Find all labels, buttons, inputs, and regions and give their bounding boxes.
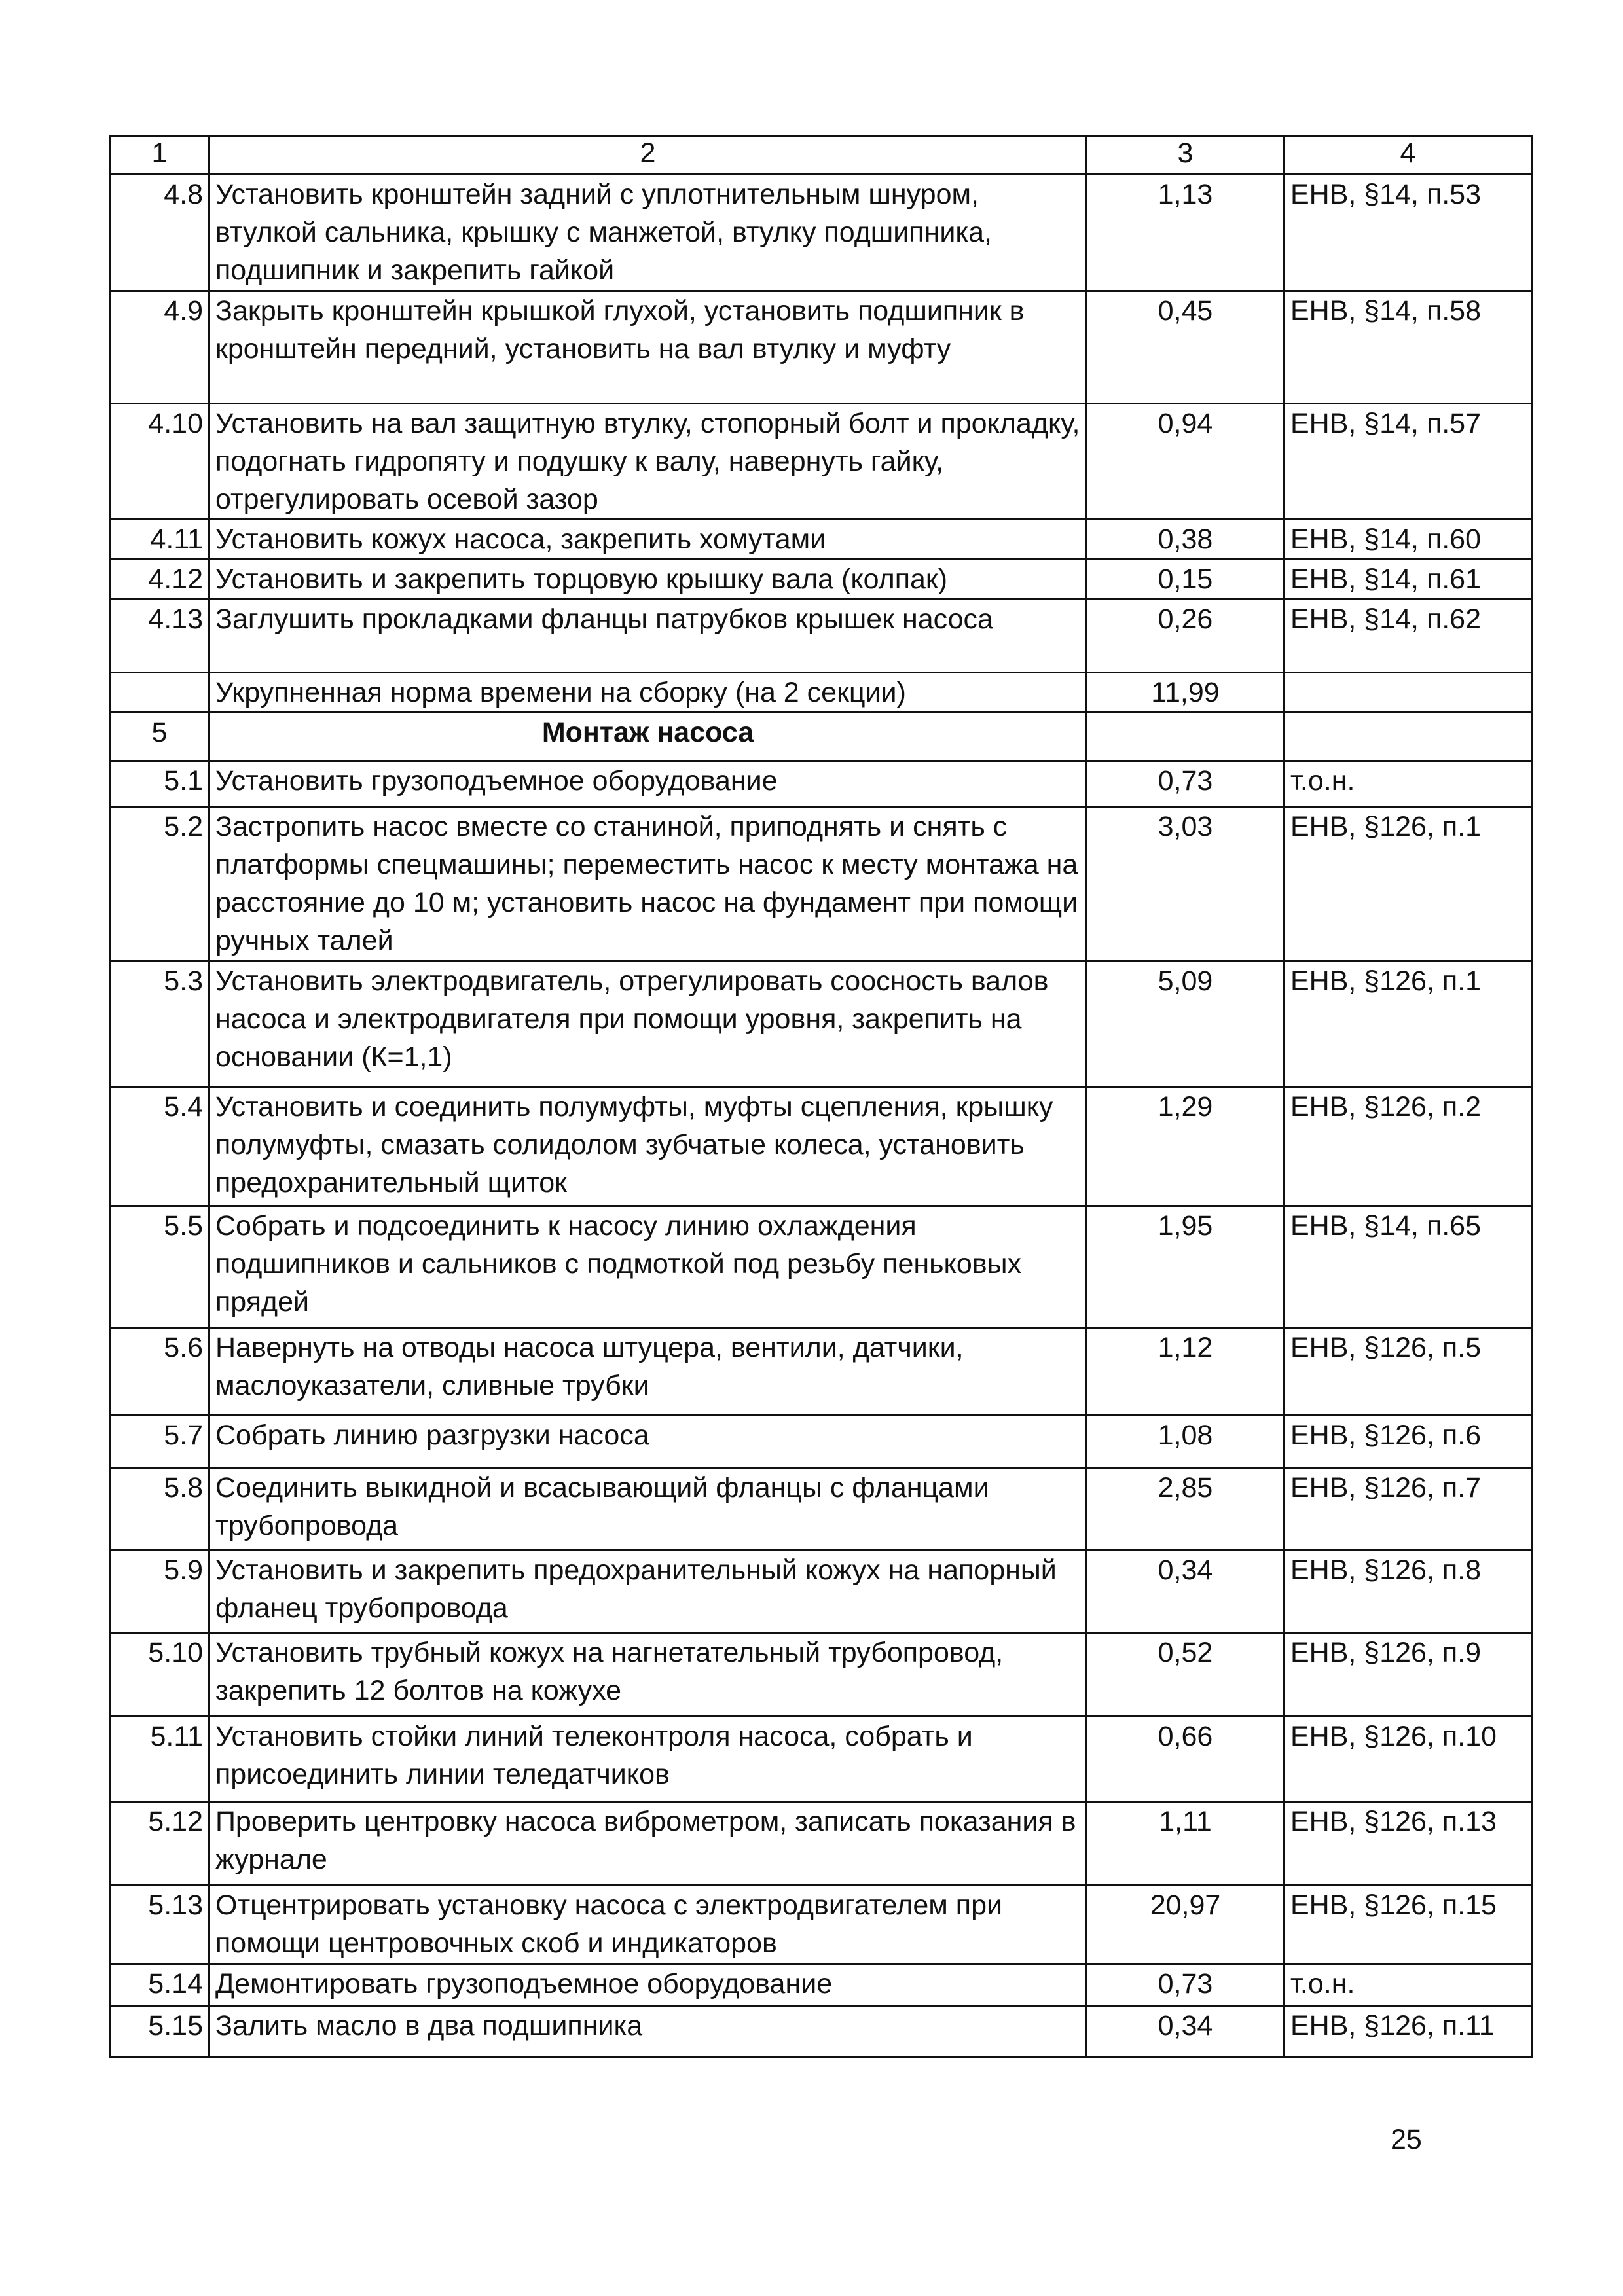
item-number: 5.11 [110, 1717, 210, 1802]
column-number: 2 [210, 136, 1087, 175]
operation-text: Закрыть кронштейн крышкой глухой, установить подшипник в кронштейн передний, установить на вал втулку и муфту [210, 291, 1087, 404]
operation-text: Установить и закрепить торцовую крышку вала (колпак) [210, 560, 1087, 600]
operation-text: Проверить центровку насоса виброметром, записать показания в журнале [210, 1802, 1087, 1886]
table-row [110, 2006, 1532, 2057]
time-norm: 2,85 [1087, 1468, 1285, 1551]
norm-reference: ЕНВ, §126, п.15 [1285, 1886, 1532, 1964]
norm-reference: ЕНВ, §126, п.8 [1285, 1551, 1532, 1633]
table-row [110, 175, 1532, 291]
time-norm: 0,45 [1087, 291, 1285, 404]
norm-reference: ЕНВ, §14, п.65 [1285, 1206, 1532, 1328]
norm-reference: ЕНВ, §14, п.53 [1285, 175, 1532, 291]
item-number: 4.8 [110, 175, 210, 291]
operation-text: Собрать и подсоединить к насосу линию охлаждения подшипников и сальников с подмоткой под резьбу пеньковых прядей [210, 1206, 1087, 1328]
table-row [110, 1551, 1532, 1633]
item-number: 5.8 [110, 1468, 210, 1551]
item-number: 5.12 [110, 1802, 210, 1886]
time-norm: 0,34 [1087, 1551, 1285, 1633]
table-row [110, 1468, 1532, 1551]
column-number: 1 [110, 136, 210, 175]
norm-reference: ЕНВ, §126, п.2 [1285, 1087, 1532, 1206]
item-number: 4.12 [110, 560, 210, 600]
item-number: 5.5 [110, 1206, 210, 1328]
item-number: 5.2 [110, 807, 210, 961]
norm-reference: ЕНВ, §126, п.9 [1285, 1633, 1532, 1717]
item-number: 5.13 [110, 1886, 210, 1964]
operation-text: Установить на вал защитную втулку, стопорный болт и прокладку, подогнать гидропяту и подушку к валу, навернуть гайку, отрегулировать осевой зазор [210, 404, 1087, 520]
table-row [110, 560, 1532, 600]
time-norm: 1,13 [1087, 175, 1285, 291]
table-row [110, 520, 1532, 560]
item-number: 5.3 [110, 961, 210, 1087]
operation-text: Заглушить прокладками фланцы патрубков крышек насоса [210, 600, 1087, 673]
norm-reference: ЕНВ, §126, п.13 [1285, 1802, 1532, 1886]
time-norm: 0,52 [1087, 1633, 1285, 1717]
item-number: 5.7 [110, 1416, 210, 1468]
table-row [110, 1633, 1532, 1717]
time-norm: 1,95 [1087, 1206, 1285, 1328]
column-number-row [110, 136, 1532, 175]
table-row [110, 1328, 1532, 1416]
time-norm: 1,11 [1087, 1802, 1285, 1886]
section-heading-row [110, 713, 1532, 761]
operation-text: Демонтировать грузоподъемное оборудование [210, 1964, 1087, 2006]
table-row [110, 600, 1532, 673]
item-number: 5.15 [110, 2006, 210, 2057]
item-number: 5.10 [110, 1633, 210, 1717]
norm-reference: ЕНВ, §14, п.61 [1285, 560, 1532, 600]
item-number: 5.6 [110, 1328, 210, 1416]
time-norm: 1,12 [1087, 1328, 1285, 1416]
operation-text: Установить кожух насоса, закрепить хомутами [210, 520, 1087, 560]
operation-text: Установить электродвигатель, отрегулировать соосность валов насоса и электродвигателя при помощи уровня, закрепить на основании (К=1,1) [210, 961, 1087, 1087]
table-row [110, 761, 1532, 807]
time-norm [1087, 713, 1285, 761]
operation-text: Установить кронштейн задний с уплотнительным шнуром, втулкой сальника, крышку с манжетой, втулку подшипника, подшипник и закрепить гайкой [210, 175, 1087, 291]
operation-text: Навернуть на отводы насоса штуцера, вентили, датчики, маслоуказатели, сливные трубки [210, 1328, 1087, 1416]
operation-text: Установить и закрепить предохранительный кожух на напорный фланец трубопровода [210, 1551, 1087, 1633]
table-row [110, 291, 1532, 404]
total-label: Укрупненная норма времени на сборку (на 2 секции) [210, 673, 1087, 713]
table-row [110, 1087, 1532, 1206]
operation-text: Установить трубный кожух на нагнетательный трубопровод, закрепить 12 болтов на кожухе [210, 1633, 1087, 1717]
operation-text: Установить стойки линий телеконтроля насоса, собрать и присоединить линии теледатчиков [210, 1717, 1087, 1802]
table-row [110, 807, 1532, 961]
operation-text: Собрать линию разгрузки насоса [210, 1416, 1087, 1468]
norm-reference: ЕНВ, §14, п.58 [1285, 291, 1532, 404]
norm-reference: ЕНВ, §126, п.11 [1285, 2006, 1532, 2057]
item-number: 5.4 [110, 1087, 210, 1206]
operation-text: Отцентрировать установку насоса с электродвигателем при помощи центровочных скоб и индикаторов [210, 1886, 1087, 1964]
table-row [110, 961, 1532, 1087]
time-norm: 0,66 [1087, 1717, 1285, 1802]
operation-text: Установить и соединить полумуфты, муфты сцепления, крышку полумуфты, смазать солидолом зубчатые колеса, установить предохранительный щиток [210, 1087, 1087, 1206]
item-number [110, 673, 210, 713]
norms-table [109, 135, 1533, 2058]
time-norm: 0,34 [1087, 2006, 1285, 2057]
time-norm: 0,38 [1087, 520, 1285, 560]
time-norm: 0,73 [1087, 1964, 1285, 2006]
operation-text: Застропить насос вместе со станиной, приподнять и снять с платформы спецмашины; переместить насос к месту монтажа на расстояние до 10 м; установить насос на фундамент при помощи ручных талей [210, 807, 1087, 961]
item-number: 5.14 [110, 1964, 210, 2006]
table-row [110, 1802, 1532, 1886]
time-norm: 1,08 [1087, 1416, 1285, 1468]
table-row [110, 1206, 1532, 1328]
total-row [110, 673, 1532, 713]
norm-reference: ЕНВ, §14, п.57 [1285, 404, 1532, 520]
item-number: 4.9 [110, 291, 210, 404]
norm-reference: ЕНВ, §14, п.62 [1285, 600, 1532, 673]
time-norm: 20,97 [1087, 1886, 1285, 1964]
column-number: 3 [1087, 136, 1285, 175]
norm-reference: т.о.н. [1285, 1964, 1532, 2006]
item-number: 5.1 [110, 761, 210, 807]
section-title: Монтаж насоса [210, 713, 1087, 761]
total-time: 11,99 [1087, 673, 1285, 713]
norm-reference: т.о.н. [1285, 761, 1532, 807]
norm-reference: ЕНВ, §126, п.5 [1285, 1328, 1532, 1416]
time-norm: 0,26 [1087, 600, 1285, 673]
operation-text: Соединить выкидной и всасывающий фланцы с фланцами трубопровода [210, 1468, 1087, 1551]
column-number: 4 [1285, 136, 1532, 175]
norm-reference: ЕНВ, §126, п.1 [1285, 807, 1532, 961]
item-number: 4.13 [110, 600, 210, 673]
time-norm: 0,94 [1087, 404, 1285, 520]
time-norm: 1,29 [1087, 1087, 1285, 1206]
operation-text: Залить масло в два подшипника [210, 2006, 1087, 2057]
table-row [110, 404, 1532, 520]
item-number: 4.10 [110, 404, 210, 520]
norm-reference: ЕНВ, §14, п.60 [1285, 520, 1532, 560]
norm-reference [1285, 673, 1532, 713]
norm-reference: ЕНВ, §126, п.10 [1285, 1717, 1532, 1802]
time-norm: 0,15 [1087, 560, 1285, 600]
norm-reference: ЕНВ, §126, п.7 [1285, 1468, 1532, 1551]
norm-reference [1285, 713, 1532, 761]
time-norm: 0,73 [1087, 761, 1285, 807]
norm-reference: ЕНВ, §126, п.1 [1285, 961, 1532, 1087]
page-number: 25 [1391, 2124, 1422, 2155]
table-row [110, 1886, 1532, 1964]
time-norm: 3,03 [1087, 807, 1285, 961]
section-number: 5 [110, 713, 210, 761]
operation-text: Установить грузоподъемное оборудование [210, 761, 1087, 807]
table-row [110, 1416, 1532, 1468]
table-row [110, 1717, 1532, 1802]
item-number: 4.11 [110, 520, 210, 560]
table-row [110, 1964, 1532, 2006]
norm-reference: ЕНВ, §126, п.6 [1285, 1416, 1532, 1468]
time-norm: 5,09 [1087, 961, 1285, 1087]
item-number: 5.9 [110, 1551, 210, 1633]
